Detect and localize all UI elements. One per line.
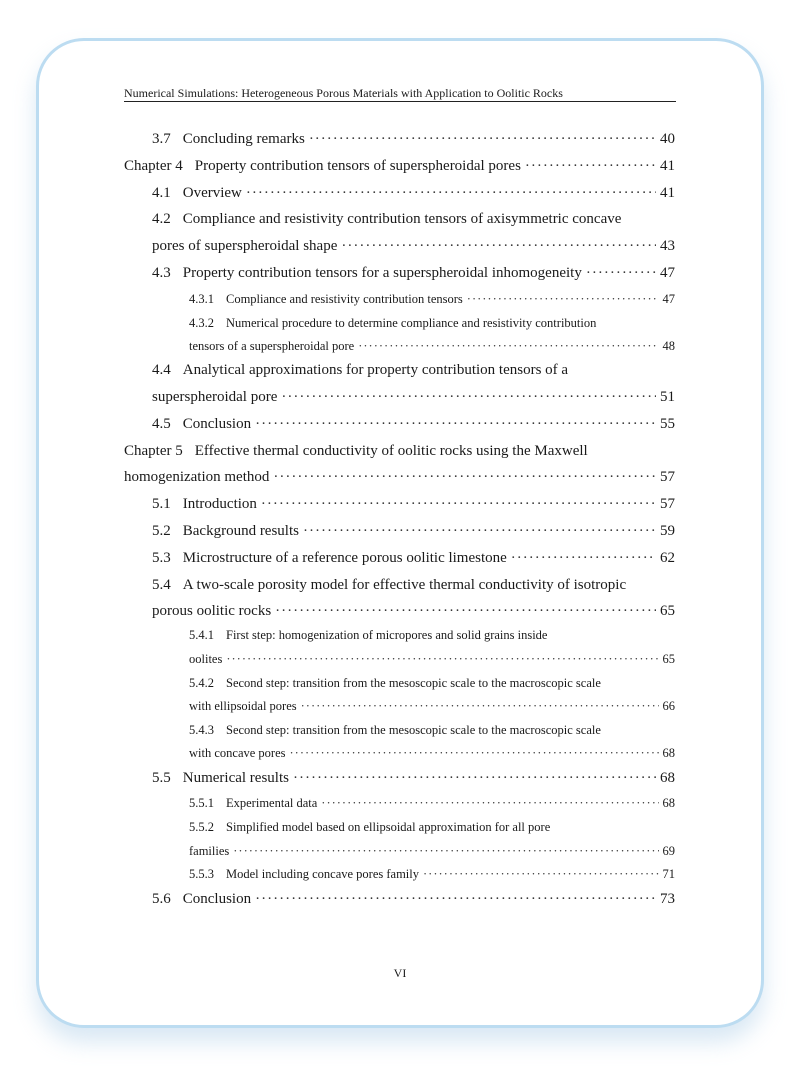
section-title-cont: porous oolitic rocks	[152, 603, 272, 619]
page-number: 66	[662, 699, 675, 713]
subsection-title: Second step: transition from the mesoscopic scale to the macroscopic scale	[226, 723, 601, 737]
subsection-title-cont: tensors of a superspheroidal pore	[189, 339, 355, 353]
leader-dots	[586, 263, 656, 283]
toc-entry-4-3-1[interactable]	[189, 290, 675, 308]
subsection-number: 5.5.1	[189, 796, 214, 810]
leader-dots	[275, 601, 656, 621]
toc-entry-5-3[interactable]	[152, 548, 675, 568]
leader-dots	[309, 129, 656, 149]
section-title: Conclusion	[182, 416, 252, 432]
toc-entry-4-3[interactable]	[152, 263, 675, 283]
section-title: Microstructure of a reference porous oolitic limestone	[182, 550, 507, 566]
section-number: 4.5	[152, 416, 171, 432]
section-number: 4.1	[152, 185, 171, 201]
section-title: Concluding remarks	[182, 131, 305, 147]
page-number: 71	[662, 867, 675, 881]
toc-entry-5-5-1[interactable]	[189, 794, 675, 812]
toc-entry-5-2[interactable]	[152, 521, 675, 541]
leader-dots	[511, 548, 656, 568]
section-number: 5.1	[152, 496, 171, 512]
section-number: 4.4	[152, 362, 171, 378]
running-header: Numerical Simulations: Heterogeneous Porous Materials with Application to Oolitic Rocks	[124, 86, 676, 102]
subsection-title: Experimental data	[226, 796, 318, 810]
section-number: 4.3	[152, 265, 171, 281]
subsection-number: 5.4.3	[189, 723, 214, 737]
leader-dots	[423, 865, 659, 883]
section-number: 5.5	[152, 770, 171, 786]
subsection-title-cont: oolites	[189, 652, 223, 666]
toc-entry-5-6[interactable]	[152, 889, 675, 909]
section-title: A two-scale porosity model for effective thermal conductivity of isotropic	[182, 577, 627, 593]
subsection-number: 4.3.1	[189, 292, 214, 306]
chapter-title-cont: homogenization method	[124, 469, 270, 485]
section-title: Introduction	[182, 496, 257, 512]
subsection-number: 5.5.2	[189, 820, 214, 834]
toc-entry-4-5[interactable]	[152, 414, 675, 434]
toc-entry-4-2-line2[interactable]	[152, 236, 675, 256]
leader-dots	[293, 768, 656, 788]
leader-dots	[303, 521, 656, 541]
section-number: 5.4	[152, 577, 171, 593]
subsection-title: Simplified model based on ellipsoidal approximation for all pore	[226, 820, 551, 834]
toc-entry-5-5-3[interactable]	[189, 865, 675, 883]
page-number: 68	[660, 770, 675, 786]
page-number: 55	[660, 416, 675, 432]
leader-dots	[358, 337, 658, 355]
leader-dots	[281, 387, 656, 407]
leader-dots	[525, 156, 656, 176]
leader-dots	[261, 494, 656, 514]
subsection-title-cont: with concave pores	[189, 746, 286, 760]
toc-entry-4-3-2-line1[interactable]	[189, 314, 596, 332]
toc-entry-4-1[interactable]	[152, 183, 675, 203]
page-number: 43	[660, 238, 675, 254]
subsection-title: Second step: transition from the mesoscopic scale to the macroscopic scale	[226, 676, 601, 690]
chapter-title: Effective thermal conductivity of oolitic rocks using the Maxwell	[194, 443, 588, 459]
subsection-title: Compliance and resistivity contribution tensors	[226, 292, 463, 306]
leader-dots	[290, 744, 659, 762]
toc-entry-4-3-2-line2[interactable]	[189, 337, 675, 355]
page-number: 69	[662, 844, 675, 858]
toc-entry-5-4-line2[interactable]	[152, 601, 675, 621]
section-title: Compliance and resistivity contribution tensors of axisymmetric concave	[182, 211, 622, 227]
page-number: 57	[660, 469, 675, 485]
page-number: 57	[660, 496, 675, 512]
section-title-cont: superspheroidal pore	[152, 389, 278, 405]
toc-entry-5-4-3-line2[interactable]	[189, 744, 675, 762]
subsection-title-cont: families	[189, 844, 230, 858]
leader-dots	[233, 842, 658, 860]
subsection-number: 5.5.3	[189, 867, 214, 881]
section-title: Numerical results	[182, 770, 289, 786]
section-number: 3.7	[152, 131, 171, 147]
toc-entry-4-2-line1[interactable]	[152, 209, 621, 229]
page-footer-number: VI	[393, 966, 407, 980]
leader-dots	[255, 889, 656, 909]
section-title: Background results	[182, 523, 299, 539]
chapter-number: Chapter 5	[124, 443, 183, 459]
section-number: 5.3	[152, 550, 171, 566]
subsection-number: 5.4.1	[189, 628, 214, 642]
toc-entry-5-4-1-line1[interactable]	[189, 626, 547, 644]
toc-entry-chapter-4[interactable]	[124, 156, 675, 176]
section-title: Conclusion	[182, 891, 252, 907]
page-number: 51	[660, 389, 675, 405]
page-number: 48	[662, 339, 675, 353]
leader-dots	[341, 236, 656, 256]
toc-entry-5-1[interactable]	[152, 494, 675, 514]
page-number: 65	[662, 652, 675, 666]
subsection-number: 5.4.2	[189, 676, 214, 690]
toc-entry-chapter-5-line1[interactable]	[124, 441, 588, 461]
leader-dots	[246, 183, 656, 203]
toc-entry-5-4-1-line2[interactable]	[189, 650, 675, 668]
toc-entry-5-4-2-line1[interactable]	[189, 674, 601, 692]
toc-entry-5-5-2-line2[interactable]	[189, 842, 675, 860]
subsection-title: First step: homogenization of micropores and solid grains inside	[226, 628, 548, 642]
subsection-number: 4.3.2	[189, 316, 214, 330]
toc-entry-chapter-5-line2[interactable]	[124, 467, 675, 487]
section-number: 5.6	[152, 891, 171, 907]
leader-dots	[467, 290, 659, 308]
page-number: 65	[660, 603, 675, 619]
leader-dots	[273, 467, 656, 487]
page-number: 73	[660, 891, 675, 907]
page-number: 68	[662, 746, 675, 760]
leader-dots	[321, 794, 658, 812]
subsection-title: Model including concave pores family	[226, 867, 419, 881]
toc-entry-4-4-line1[interactable]	[152, 360, 568, 380]
section-title: Property contribution tensors for a superspheroidal inhomogeneity	[182, 265, 582, 281]
toc-entry-5-5-2-line1[interactable]	[189, 818, 550, 836]
page-number: 47	[660, 265, 675, 281]
subsection-title: Numerical procedure to determine compliance and resistivity contribution	[226, 316, 597, 330]
page-number: 47	[662, 292, 675, 306]
section-number: 4.2	[152, 211, 171, 227]
toc-entry-3-7[interactable]	[152, 129, 675, 149]
page-number: 41	[660, 185, 675, 201]
section-title-cont: pores of superspheroidal shape	[152, 238, 338, 254]
chapter-number: Chapter 4	[124, 158, 183, 174]
toc-entry-4-4-line2[interactable]	[152, 387, 675, 407]
section-title: Overview	[182, 185, 242, 201]
toc-entry-5-5[interactable]	[152, 768, 675, 788]
toc-entry-5-4-3-line1[interactable]	[189, 721, 601, 739]
leader-dots	[301, 697, 659, 715]
subsection-title-cont: with ellipsoidal pores	[189, 699, 297, 713]
section-title: Analytical approximations for property contribution tensors of a	[182, 362, 569, 378]
page-number: 41	[660, 158, 675, 174]
leader-dots	[255, 414, 656, 434]
leader-dots	[226, 650, 658, 668]
toc-entry-5-4-line1[interactable]	[152, 575, 626, 595]
page-number: 68	[662, 796, 675, 810]
toc-entry-5-4-2-line2[interactable]	[189, 697, 675, 715]
section-number: 5.2	[152, 523, 171, 539]
page-number: 62	[660, 550, 675, 566]
page-number: 59	[660, 523, 675, 539]
page-number: 40	[660, 131, 675, 147]
chapter-title: Property contribution tensors of superspheroidal pores	[194, 158, 521, 174]
